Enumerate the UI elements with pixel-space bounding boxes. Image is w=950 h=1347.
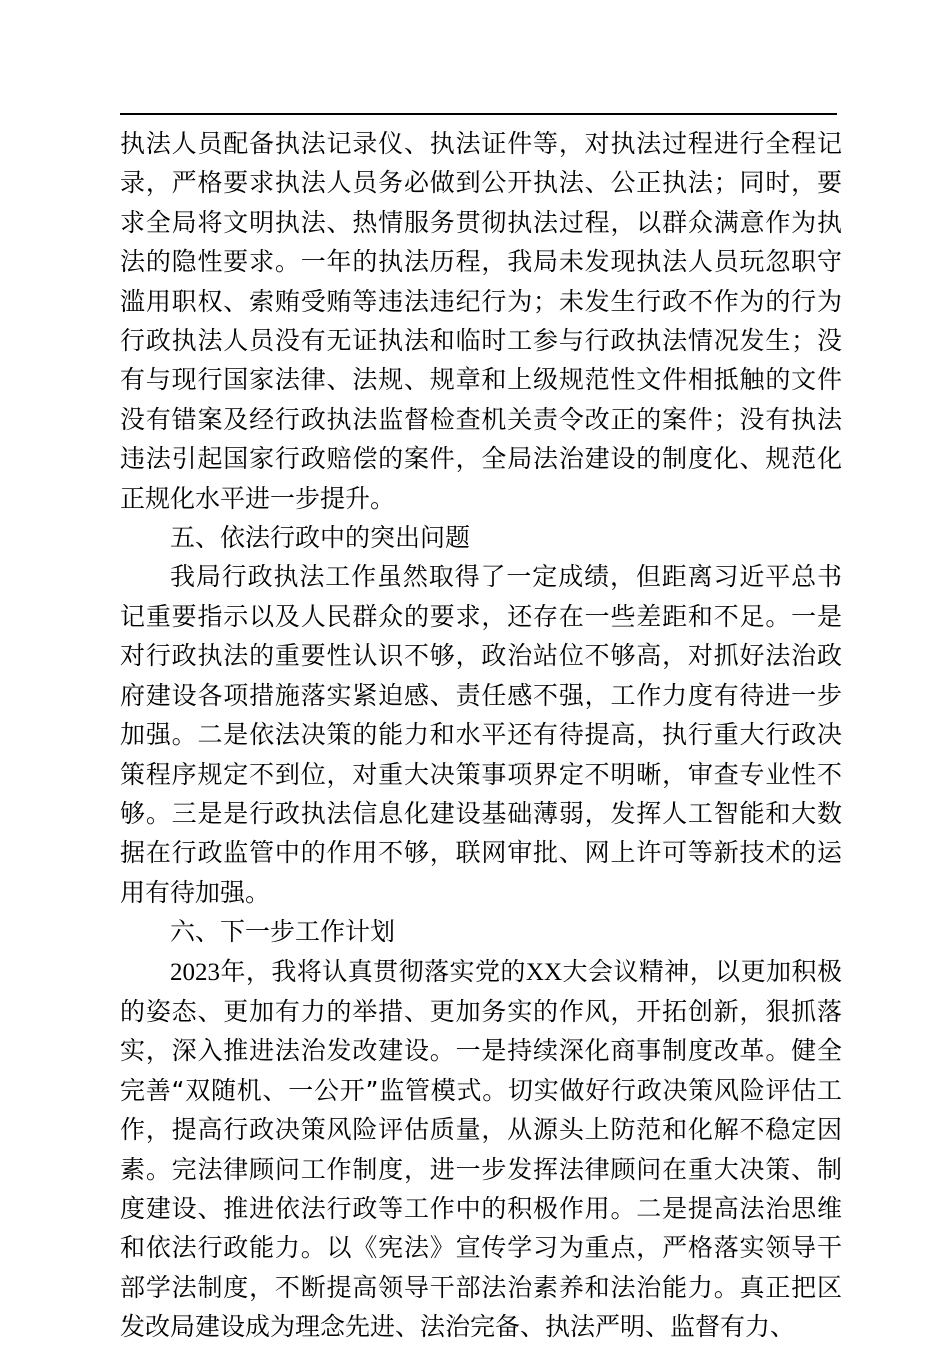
heading-section-6: 六、下一步工作计划: [170, 917, 396, 947]
header-rule: [120, 113, 837, 115]
year-text: 2023: [170, 958, 220, 986]
plan-text-a: 年，我将认真贯彻落实党的: [220, 956, 526, 986]
plan-text-b: 大会议精神，以更加积极的姿态、更加有力的举措、更加务实的作风，开拓创新，狠抓落实，深入推进法治发改建设。一是持续深化商事制度改革。健全完善“双随机、一公开”监管模式。切实做好行政决策风险评估工作，提高行政决策风险评估质量，从源头上防范和化解不稳定因素。完法律顾问工作制度，进一步发挥法律顾问在重大决策、制度建设、推进依法行政等工作中的积极作用。二是提高法治思维和依法行政能力。以《宪法》宣传学习为重点，严格落实领导干部学法制度，不断提高领导干部法治素养和法治能力。真正把区发改局建设成为理念先进、法治完备、执法严明、监督有力、: [120, 956, 842, 1342]
paragraph-next-plan: [120, 952, 842, 1347]
paragraph-problems: 我局行政执法工作虽然取得了一定成绩，但距离习近平总书记重要指示以及人民群众的要求，还存在一些差距和不足。一是对行政执法的重要性认识不够，政治站位不够高，对抓好法治政府建设各项措施落实紧迫感、责任感不强，工作力度有待进一步加强。二是依法决策的能力和水平还有待提高，执行重大行政决策程序规定不到位，对重大决策事项界定不明晰，审查专业性不够。三是是行政执法信息化建设基础薄弱，发挥人工智能和大数据在行政监管中的作用不够，联网审批、网上许可等新技术的运用有待加强。: [120, 562, 842, 907]
document-body: [120, 124, 842, 1347]
paragraph-enforcement-record: 执法人员配备执法记录仪、执法证件等，对执法过程进行全程记录，严格要求执法人员务必做到公开执法、公正执法；同时，要求全局将文明执法、热情服务贯彻执法过程，以群众满意作为执法的隐性要求。一年的执法历程，我局未发现执法人员玩忽职守滥用职权、索贿受贿等违法违纪行为；未发生行政不作为的行为行政执法人员没有无证执法和临时工参与行政执法情况发生；没有与现行国家法律、法规、规章和上级规范性文件相抵触的文件没有错案及经行政执法监督检查机关责令改正的案件；没有执法违法引起国家行政赔偿的案件，全局法治建设的制度化、规范化正规化水平进一步提升。: [120, 129, 842, 513]
heading-section-5: 五、依法行政中的突出问题: [170, 523, 471, 553]
congress-placeholder: XX: [525, 958, 562, 986]
